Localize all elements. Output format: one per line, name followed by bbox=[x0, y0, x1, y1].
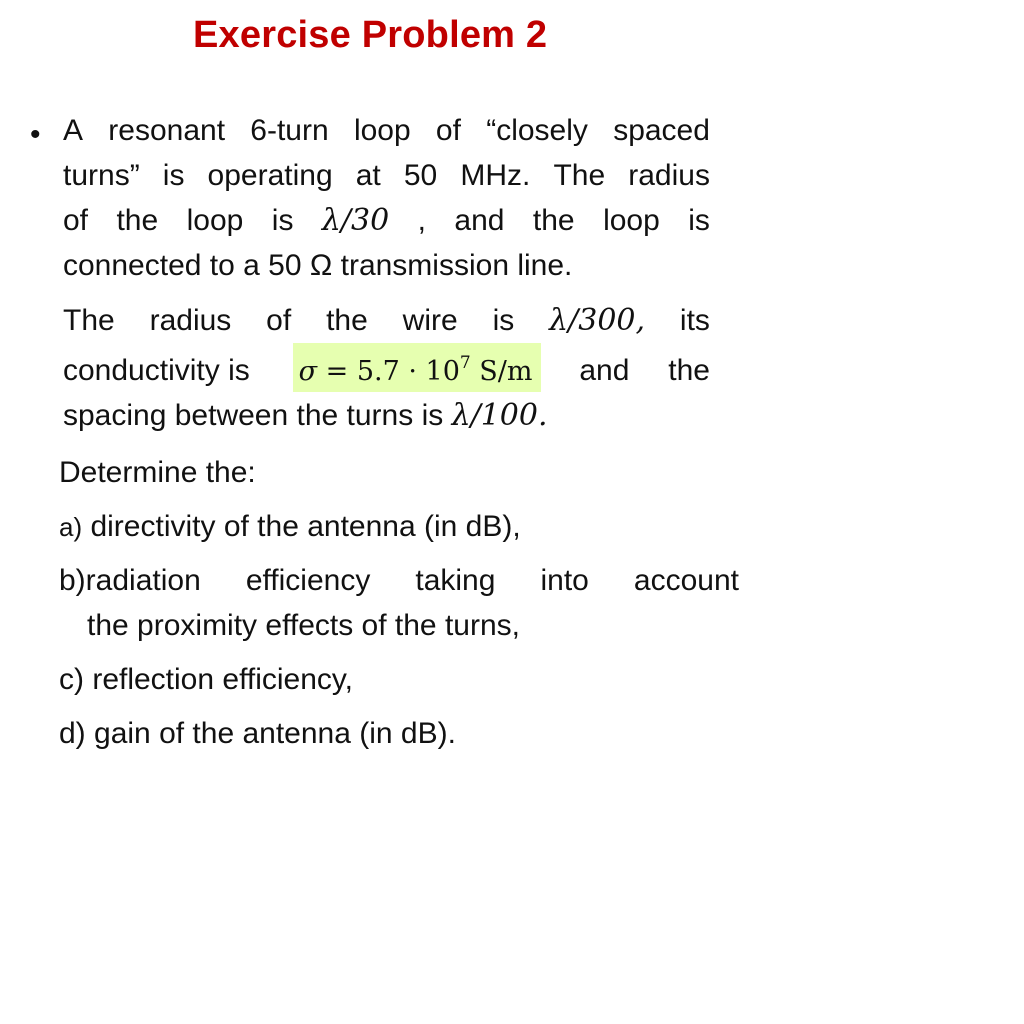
word: efficiency bbox=[245, 564, 371, 597]
word: 6-turn bbox=[250, 114, 329, 147]
conductivity-exponent: 7 bbox=[459, 353, 471, 373]
turn-spacing-value: λ/100. bbox=[451, 398, 548, 433]
word: radius bbox=[628, 159, 710, 192]
question-d: d) gain of the antenna (in dB). bbox=[59, 717, 456, 750]
word: loop bbox=[353, 114, 411, 147]
word: is bbox=[492, 304, 515, 337]
question-b-continuation: the proximity effects of the turns, bbox=[87, 609, 520, 642]
word: turns” bbox=[63, 159, 140, 192]
word: the bbox=[326, 304, 368, 337]
question-c: c) reflection efficiency, bbox=[59, 663, 354, 696]
wire-radius-value: λ/300, bbox=[549, 303, 646, 338]
word: MHz. bbox=[460, 159, 531, 192]
loop-radius-value: λ/30 bbox=[321, 203, 390, 238]
paragraph-2-line-3 bbox=[63, 393, 710, 438]
word: of bbox=[435, 114, 461, 147]
conductivity-value: = 5.7 · 10 bbox=[317, 356, 460, 387]
word: spaced bbox=[613, 114, 710, 147]
word: The bbox=[63, 304, 115, 337]
bullet-dot-icon: • bbox=[30, 118, 41, 151]
paragraph-2-line-2 bbox=[63, 343, 710, 393]
word: operating bbox=[207, 159, 333, 192]
word: radius bbox=[149, 304, 232, 337]
word: is bbox=[162, 159, 185, 192]
word: loop bbox=[603, 204, 660, 237]
word: of bbox=[266, 304, 292, 337]
paragraph-2-line-1 bbox=[63, 298, 710, 343]
conductivity-unit: S/m bbox=[470, 356, 533, 387]
word: the bbox=[668, 354, 710, 387]
problem-paragraph-2 bbox=[63, 298, 710, 438]
paragraph-1-line-4: connected to a 50 Ω transmission line. bbox=[63, 249, 573, 282]
word: A bbox=[63, 114, 84, 147]
word: wire bbox=[402, 304, 458, 337]
word: the bbox=[532, 204, 575, 237]
word: , bbox=[417, 204, 426, 237]
problem-paragraph-1 bbox=[63, 108, 710, 288]
word: taking bbox=[415, 564, 496, 597]
word: 50 bbox=[403, 159, 438, 192]
word: the bbox=[116, 204, 159, 237]
word: into bbox=[540, 564, 589, 597]
sigma-symbol: σ bbox=[298, 356, 318, 387]
word: The bbox=[553, 159, 606, 192]
word: its bbox=[679, 304, 710, 337]
paragraph-1-line-3 bbox=[63, 198, 710, 243]
word: is bbox=[271, 204, 294, 237]
word: “closely bbox=[486, 114, 588, 147]
word: and bbox=[454, 204, 505, 237]
slide-title: Exercise Problem 2 bbox=[193, 14, 548, 56]
conductivity-formula bbox=[293, 343, 541, 392]
questions-intro: Determine the: bbox=[59, 456, 256, 489]
word: at bbox=[355, 159, 381, 192]
question-b-label: b)radiation bbox=[59, 564, 201, 597]
word: is bbox=[688, 204, 710, 237]
word: loop bbox=[186, 204, 244, 237]
question-b bbox=[59, 558, 739, 603]
conductivity-label: conductivity is bbox=[63, 354, 250, 387]
question-a bbox=[59, 504, 521, 550]
word: resonant bbox=[108, 114, 226, 147]
word: and bbox=[579, 354, 630, 387]
question-a-label: a) bbox=[59, 512, 83, 542]
question-a-text: directivity of the antenna (in dB), bbox=[82, 510, 521, 543]
spacing-label: spacing between the turns is bbox=[63, 399, 452, 432]
word: account bbox=[633, 564, 739, 597]
paragraph-1-line-2 bbox=[63, 153, 710, 198]
paragraph-1-line-1 bbox=[63, 108, 710, 153]
word: of bbox=[63, 204, 89, 237]
